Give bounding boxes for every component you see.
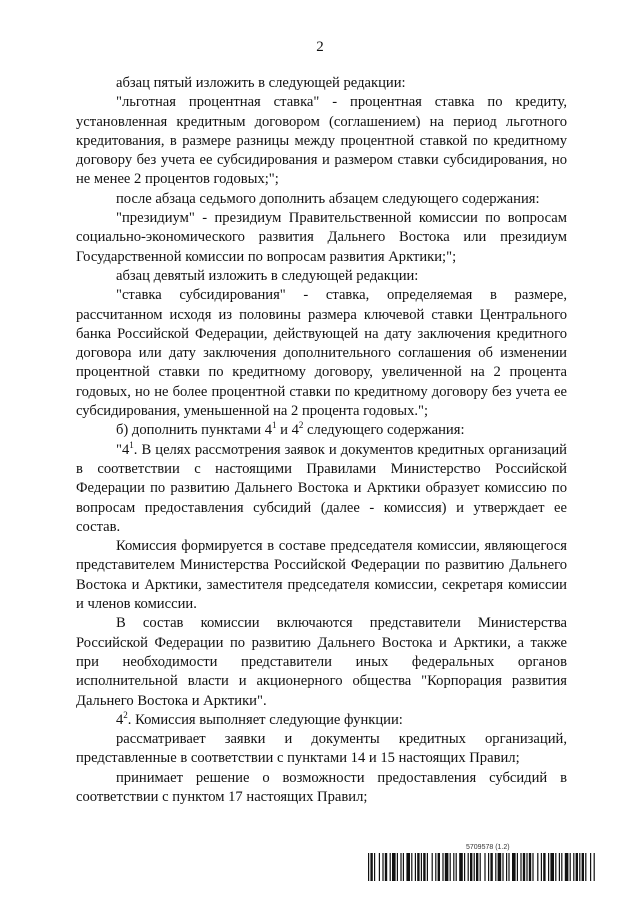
- document-body: [76, 74, 567, 807]
- paragraph-8-after: . В целях рассмотрения заявок и документов кредитных организаций в соответствии с настоящими Правилами Министерство Российской Федерации по развитию Дальнего Востока и Арктики образует комиссию по вопросам предоставления субсидий (далее - комиссия) и утверждает ее состав.: [76, 441, 567, 535]
- paragraph-7: [76, 421, 567, 440]
- superscript-2: 2: [123, 709, 128, 720]
- paragraph-11-after: . Комиссия выполняет следующие функции:: [127, 711, 403, 728]
- paragraph-11-before: 4: [116, 711, 124, 728]
- paragraph-11: [76, 711, 567, 730]
- paragraph-5: абзац девятый изложить в следующей редакции:: [116, 267, 419, 284]
- superscript-1: 1: [129, 439, 134, 450]
- paragraph-4: "президиум" - президиум Правительственной комиссии по вопросам социально-экономического развития Дальнего Востока или президиум Государственной комиссии по вопросам развития Арктики;";: [76, 210, 567, 265]
- paragraph-7-before: б) дополнить пунктами 4: [116, 422, 272, 439]
- paragraph-8-before: "4: [116, 441, 130, 458]
- barcode-icon: [368, 853, 596, 881]
- superscript-2: 2: [298, 420, 304, 431]
- paragraph-1: абзац пятый изложить в следующей редакции:: [116, 75, 406, 91]
- paragraph-7-after: следующего содержания:: [303, 422, 465, 439]
- barcode-block: [368, 844, 596, 882]
- paragraph-9: Комиссия формируется в составе председателя комиссии, являющегося представителем Министерства Российской Федерации по развитию Дальнего Востока и Арктики, заместителя председателя комиссии, секретаря комиссии и членов комиссии.: [76, 538, 567, 613]
- paragraph-8: [76, 441, 567, 537]
- paragraph-13: принимает решение о возможности предоставления субсидий в соответствии с пунктом 17 настоящих Правил;: [76, 769, 567, 805]
- paragraph-12: рассматривает заявки и документы кредитных организаций, представленные в соответствии с пунктами 14 и 15 настоящих Правил;: [76, 731, 567, 767]
- paragraph-3: после абзаца седьмого дополнить абзацем следующего содержания:: [116, 190, 540, 207]
- paragraph-10: В состав комиссии включаются представители Министерства Российской Федерации по развитию Дальнего Востока и Арктики, а также при необходимости представители иных федеральных органов исполнительной власти и акционерного общества "Корпорация развития Дальнего Востока и Арктики".: [76, 615, 567, 709]
- superscript-1: 1: [272, 420, 277, 431]
- page-number: 2: [316, 39, 324, 55]
- document-code: 5709578 (1.2): [466, 844, 510, 851]
- paragraph-2: "льготная процентная ставка" - процентная ставка по кредиту, установленная кредитным договором (соглашением) на период льготного кредитования, в размере разницы между процентной ставкой по кредитному договору без учета ее субсидирования и размером ставки субсидирования, но не менее 2 процентов годовых;";: [76, 94, 567, 188]
- paragraph-7-middle: и 4: [276, 422, 299, 439]
- paragraph-6: "ставка субсидирования" - ставка, определяемая в размере, рассчитанном исходя из половины размера ключевой ставки Центрального банка Российской Федерации, действующей на дату заключения кредитного договора или дату заключения дополнительного соглашения об изменении процентной ставки по кредитному договору, увеличенной на 2 процента годовых, но не более процентной ставки по кредитному договору без учета ее субсидирования, уменьшенной на 2 процента годовых.";: [76, 287, 567, 420]
